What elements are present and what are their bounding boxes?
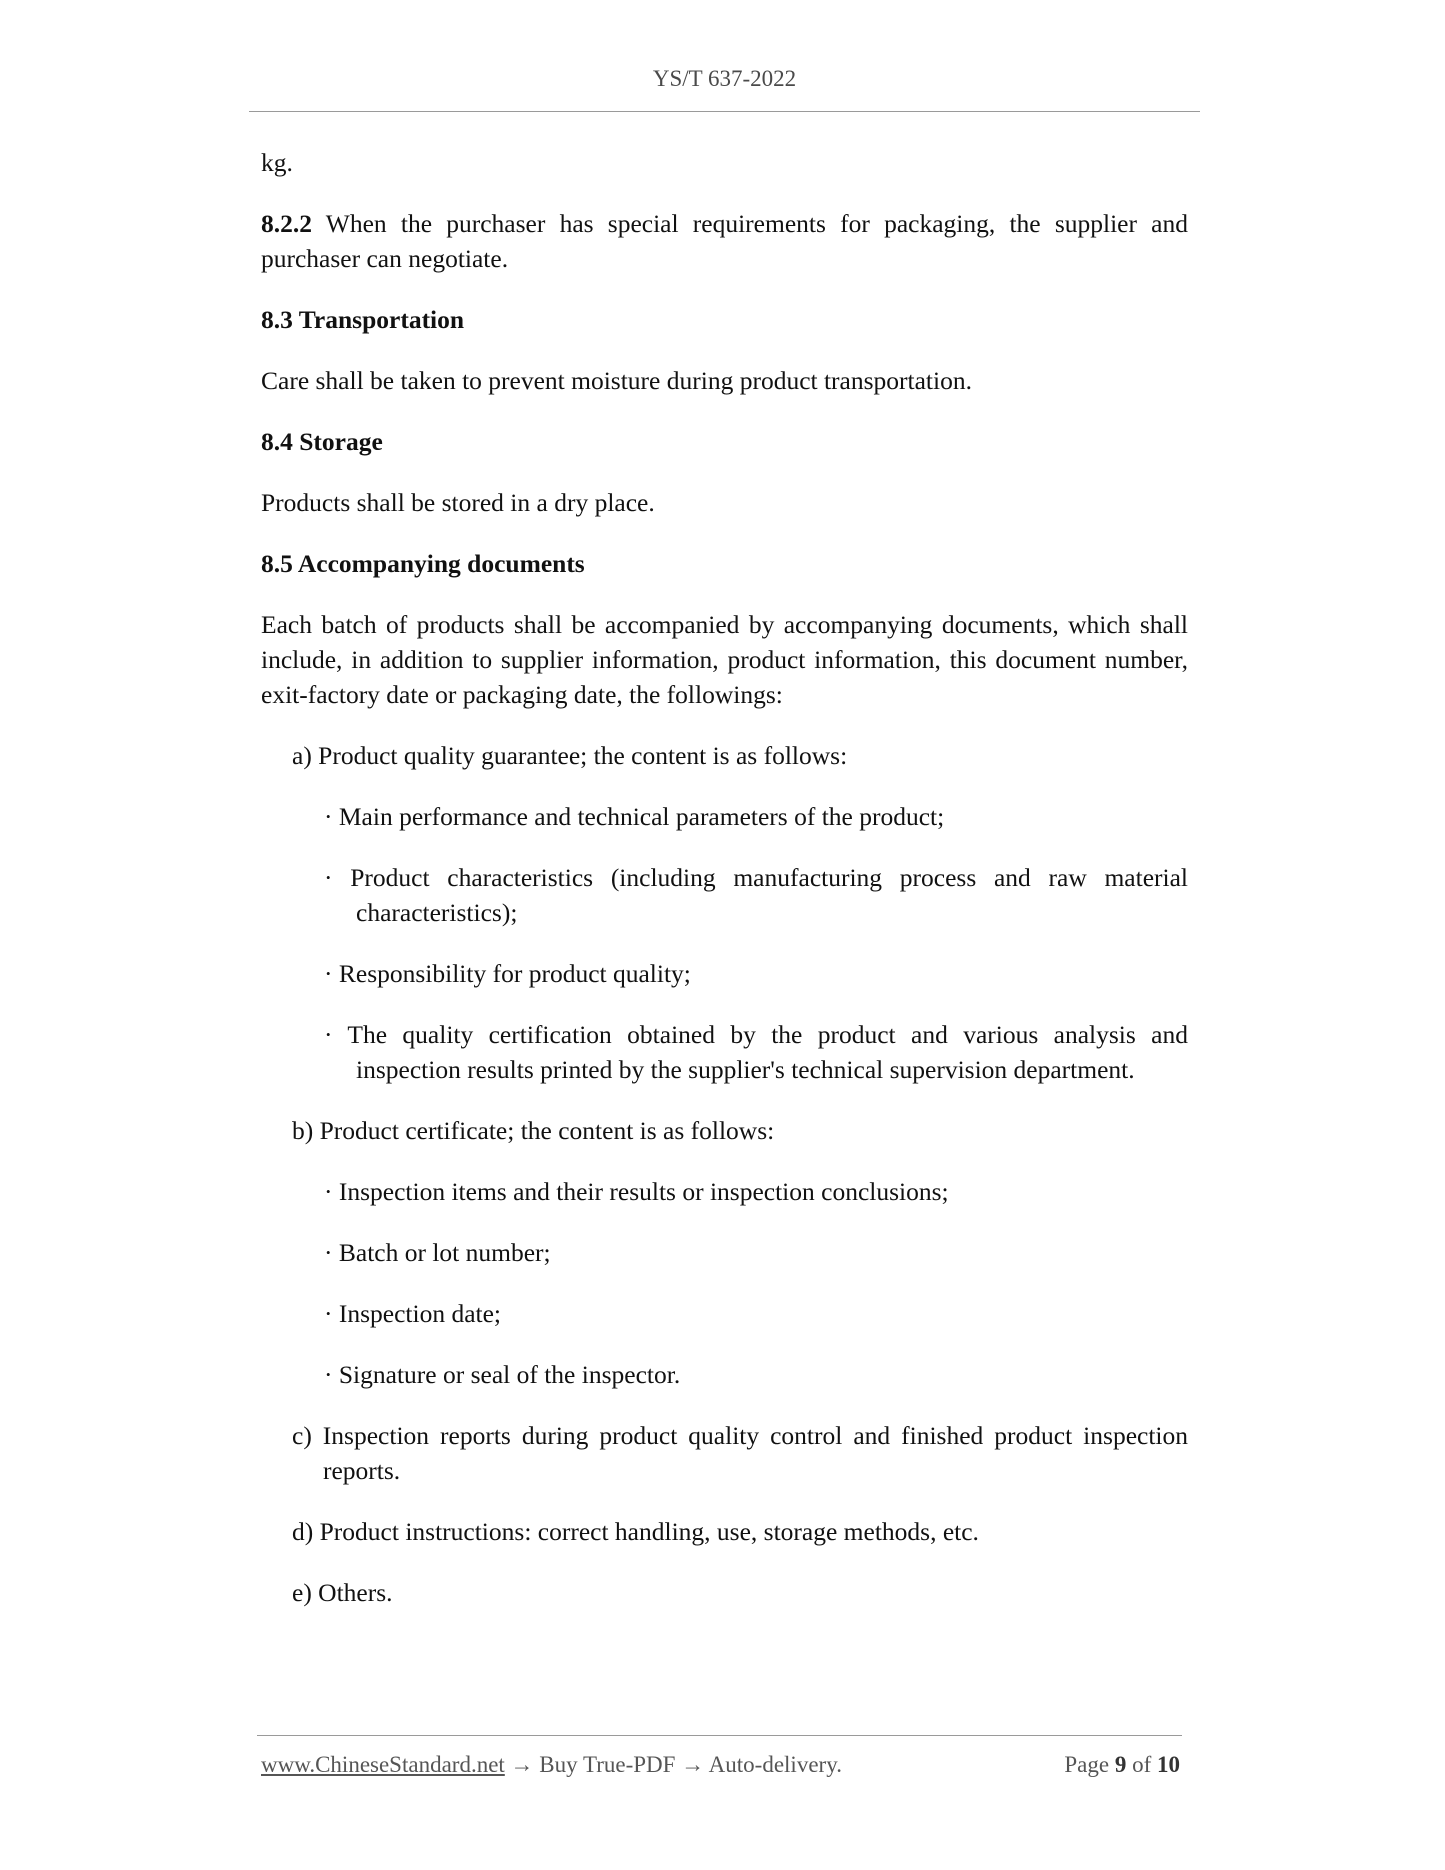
of-word: of <box>1132 1752 1152 1777</box>
bullet-item: · Responsibility for product quality; <box>324 959 691 988</box>
bullet-item: · Inspection items and their results or inspection conclusions; <box>324 1177 949 1206</box>
list-item-b: b) Product certificate; the content is as follows: <box>292 1116 775 1145</box>
bullet-item: · Batch or lot number; <box>324 1238 551 1267</box>
clause-8-2-2 <box>261 206 1188 276</box>
bullet-item: · Signature or seal of the inspector. <box>324 1360 681 1389</box>
document-body <box>261 145 1188 1636</box>
list-item-a: a) Product quality guarantee; the content is as follows: <box>292 741 848 770</box>
paragraph-8-4: Products shall be stored in a dry place. <box>261 488 655 517</box>
website-link[interactable]: www.ChineseStandard.net <box>261 1752 505 1777</box>
heading-text: 8.5 Accompanying documents <box>261 549 585 578</box>
footer-divider <box>257 1735 1182 1736</box>
list-item-c: c) Inspection reports during product quality control and finished product inspection reports. <box>292 1421 1188 1485</box>
heading-text: 8.4 Storage <box>261 427 383 456</box>
bullet-item: · The quality certification obtained by the product and various analysis and inspection results printed by the supplier's technical supervision department. <box>324 1020 1188 1084</box>
page-word: Page <box>1064 1752 1110 1777</box>
list-item-e: e) Others. <box>292 1578 393 1607</box>
page-number <box>1064 1752 1180 1778</box>
paragraph-8-5: Each batch of products shall be accompanied by accompanying documents, which shall include, in addition to supplier information, product information, this document number, exit-factory date or packaging date, the followings: <box>261 610 1188 709</box>
heading-8-4 <box>261 424 1188 459</box>
bullet-item: · Main performance and technical parameters of the product; <box>324 802 945 831</box>
delivery-text: Auto-delivery. <box>708 1752 842 1777</box>
buy-text: Buy True-PDF <box>539 1752 676 1777</box>
footer-promo <box>261 1752 842 1778</box>
arrow-right-icon: → <box>510 1752 534 1777</box>
heading-text: 8.3 Transportation <box>261 305 465 334</box>
page-header: YS/T 637-2022 <box>652 66 797 91</box>
bullet-item: · Product characteristics (including manufacturing process and raw material characteristics); <box>324 863 1188 927</box>
heading-8-5 <box>261 546 1188 581</box>
clause-text: When the purchaser has special requirements for packaging, the supplier and purchaser can negotiate. <box>261 209 1189 273</box>
paragraph-8-3: Care shall be taken to prevent moisture during product transportation. <box>261 366 972 395</box>
current-page: 9 <box>1114 1752 1127 1777</box>
list-item-d: d) Product instructions: correct handling, use, storage methods, etc. <box>292 1517 979 1546</box>
header-divider <box>249 111 1200 112</box>
bullet-item: · Inspection date; <box>324 1299 502 1328</box>
arrow-right-icon: → <box>681 1752 705 1777</box>
heading-8-3 <box>261 302 1188 337</box>
paragraph-kg: kg. <box>261 148 293 177</box>
clause-number: 8.2.2 <box>261 209 312 238</box>
total-pages: 10 <box>1157 1752 1180 1777</box>
